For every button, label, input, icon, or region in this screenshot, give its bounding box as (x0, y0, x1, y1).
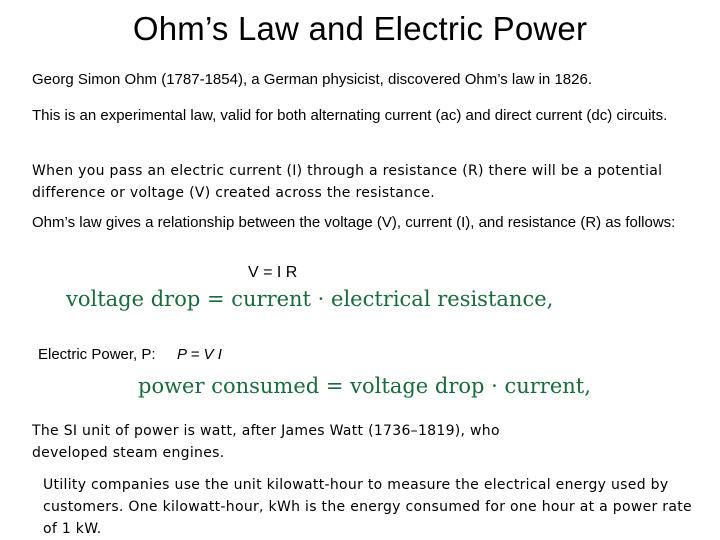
current-paragraph: When you pass an electric current (I) through a resistance (R) there will be a potential difference or voltage (V) created across the resistance. (32, 163, 663, 201)
ohms-law-formula: V = I R (248, 264, 298, 281)
ohms-law-word-equation: voltage drop = current · electrical resistance, (66, 287, 554, 311)
slide-title: Ohm’s Law and Electric Power (132, 10, 588, 47)
electric-power-formula: P = V I (177, 346, 222, 363)
intro-paragraph: Georg Simon Ohm (1787-1854), a German physicist, discovered Ohm’s law in 1826. (32, 71, 592, 88)
experimental-paragraph: This is an experimental law, valid for both alternating current (ac) and direct current (dc) circuits. (32, 107, 668, 124)
power-word-equation: power consumed = voltage drop · current, (138, 374, 591, 398)
relationship-paragraph: Ohm’s law gives a relationship between the voltage (V), current (I), and resistance (R) as follows: (32, 214, 676, 231)
si-unit-paragraph: The SI unit of power is watt, after James Watt (1736–1819), who developed steam engines. (32, 423, 500, 461)
utility-paragraph: Utility companies use the unit kilowatt-hour to measure the electrical energy used by customers. One kilowatt-hour, kWh is the energy consumed for one hour at a power rate of 1 kW. (43, 477, 692, 537)
electric-power-label: Electric Power, P: (38, 346, 156, 363)
